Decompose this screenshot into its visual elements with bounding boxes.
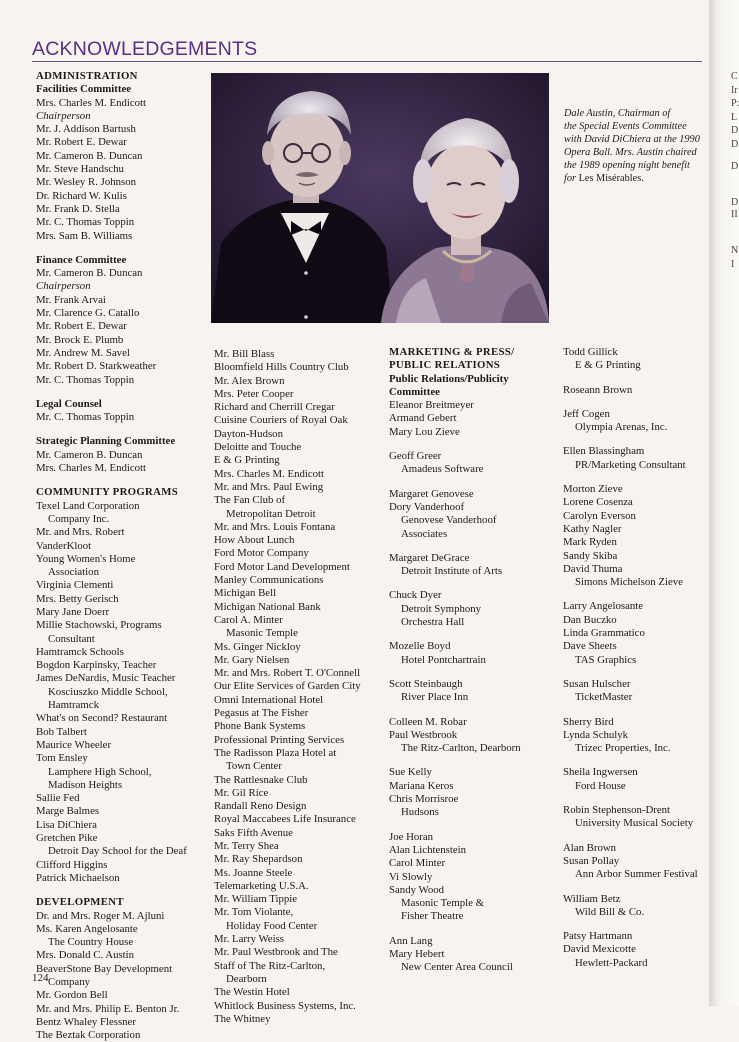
list-item: Hewlett-Packard	[575, 956, 648, 969]
spacer	[389, 629, 521, 640]
list-item: Wild Bill & Co.	[575, 905, 645, 918]
list-item: The Whitney	[214, 1012, 271, 1025]
caption-line: the Special Events Committee	[564, 121, 687, 132]
list-item: Mr. Wesley R. Johnson	[36, 176, 137, 189]
list-item: Lisa DiChiera	[36, 818, 97, 831]
caption-line: Opera Ball. Mrs. Austin chaired	[564, 147, 697, 158]
list-item: Hamtramck Schools	[36, 645, 124, 658]
list-item: Mr. Terry Shea	[214, 839, 279, 852]
list-item: Margaret Genovese	[389, 487, 474, 500]
list-item: Mr. Clarence G. Catallo	[36, 307, 140, 320]
list-item: E & G Printing	[214, 454, 280, 467]
list-item: Mr. C. Thomas Toppin	[36, 216, 135, 229]
list-item: James DeNardis, Music Teacher	[36, 672, 176, 685]
list-item: Amadeus Software	[401, 463, 484, 476]
spacer	[563, 755, 698, 766]
list-item: Mr. Alex Brown	[214, 374, 285, 387]
list-item: Alan Lichtenstein	[389, 843, 467, 856]
list-item: E & G Printing	[575, 359, 641, 372]
list-item: The Beztak Corporation	[36, 1029, 141, 1042]
list-item: Mariana Keros	[389, 779, 454, 792]
list-item: Ellen Blassingham	[563, 445, 645, 458]
list-item: Whitlock Business Systems, Inc.	[214, 999, 356, 1012]
list-item: Orchestra Hall	[401, 616, 465, 629]
photo-caption	[564, 107, 704, 185]
list-item: Holiday Food Center	[226, 919, 318, 932]
spacer	[563, 705, 698, 716]
list-item: University Musical Society	[575, 817, 694, 830]
list-item: Mary Hebert	[389, 947, 445, 960]
list-item: Mrs. Charles M. Endicott	[36, 96, 147, 109]
list-item: Ann Arbor Summer Festival	[575, 868, 698, 881]
list-item: Lorene Cosenza	[563, 496, 633, 509]
spacer	[389, 667, 521, 678]
list-item: Ford Motor Company	[214, 547, 309, 560]
spacer	[563, 793, 698, 804]
list-item: Carol A. Minter	[214, 613, 283, 626]
list-item: Mr. Paul Westbrook and The	[214, 946, 338, 959]
list-item: Madison Heights	[48, 778, 123, 791]
list-item: Consultant	[48, 632, 95, 645]
caption-line: with David DiChiera at the 1990	[564, 134, 700, 145]
page-number: 124	[32, 972, 49, 984]
list-item: Mr. Frank D. Stella	[36, 202, 120, 215]
list-item: Vi Slowly	[389, 870, 433, 883]
section-heading: MARKETING & PRESS/	[389, 346, 515, 358]
list-item: Mrs. Sam B. Williams	[36, 229, 133, 242]
spacer	[563, 882, 698, 893]
edge-text-fragment: D	[731, 197, 739, 208]
list-item: Ford House	[575, 779, 626, 792]
list-item: Texel Land Corporation	[36, 499, 140, 512]
spacer	[563, 472, 698, 483]
list-item: William Betz	[563, 892, 621, 905]
caption-last-line	[564, 172, 704, 185]
list-item: Carol Minter	[389, 857, 446, 870]
committee-heading: Public Relations/Publicity	[389, 372, 509, 385]
list-item: Chuck Dyer	[389, 589, 442, 602]
list-item: Maurice Wheeler	[36, 738, 112, 751]
spacer	[36, 387, 187, 398]
list-item: Mr. and Mrs. Robert T. O'Connell	[214, 667, 361, 680]
list-item: Virginia Clementi	[36, 579, 114, 592]
list-item: How About Lunch	[214, 534, 295, 547]
list-item: Michigan Bell	[214, 587, 277, 600]
list-item: Mr. Robert D. Starkweather	[36, 360, 157, 373]
list-item: Clifford Higgins	[36, 858, 108, 871]
list-item: Patrick Michaelson	[36, 871, 120, 884]
list-item: Fisher Theatre	[401, 910, 464, 923]
spacer	[36, 475, 187, 486]
list-item: Lynda Schulyk	[563, 728, 629, 741]
spacer	[563, 919, 698, 930]
list-item: Armand Gebert	[389, 412, 457, 425]
list-item: David Mexicotte	[563, 943, 636, 956]
list-item: Olympia Arenas, Inc.	[575, 421, 668, 434]
committee-heading: Legal Counsel	[36, 397, 102, 410]
list-item: What's on Second? Restaurant	[36, 712, 168, 725]
list-item: New Center Area Council	[401, 961, 513, 974]
list-item: Mrs. Charles M. Endicott	[214, 467, 325, 480]
list-item: Dory Vanderhoof	[389, 500, 465, 513]
list-item: The Rattlesnake Club	[214, 773, 308, 786]
list-item: Mr. C. Thomas Toppin	[36, 411, 135, 424]
edge-text-fragment: P:	[731, 98, 739, 109]
list-item: Trizec Properties, Inc.	[575, 742, 671, 755]
list-item: Mr. Cameron B. Duncan	[36, 267, 143, 280]
photo-illustration	[211, 73, 549, 323]
list-item: Alan Brown	[563, 841, 617, 854]
list-item: Young Women's Home	[36, 552, 136, 565]
spacer	[389, 755, 521, 766]
event-photograph	[211, 73, 549, 323]
list-item: Roseann Brown	[563, 383, 633, 396]
list-item: TicketMaster	[575, 691, 633, 704]
spacer	[563, 434, 698, 445]
list-item: TAS Graphics	[575, 653, 637, 666]
list-item: Mary Jane Doerr	[36, 605, 110, 618]
list-item: Staff of The Ritz-Carlton,	[214, 959, 326, 972]
list-item: Mr. C. Thomas Toppin	[36, 373, 135, 386]
list-item: The Ritz-Carlton, Dearborn	[401, 742, 521, 755]
list-item: Bob Talbert	[36, 725, 87, 738]
spacer	[36, 885, 187, 896]
section-heading: COMMUNITY PROGRAMS	[36, 486, 179, 499]
list-item: Metropolitan Detroit	[226, 507, 316, 520]
list-item: Dave Sheets	[563, 640, 617, 653]
list-item: Colleen M. Robar	[389, 715, 467, 728]
edge-text-fragment: I	[731, 259, 735, 270]
list-item: Susan Hulscher	[563, 677, 631, 690]
list-item: Richard and Cherrill Cregar	[214, 401, 335, 414]
committee-heading: Facilities Committee	[36, 83, 132, 96]
list-item: Susan Pollay	[563, 854, 620, 867]
list-item: Cuisine Couriers of Royal Oak	[214, 414, 348, 427]
list-item: Telemarketing U.S.A.	[214, 879, 309, 892]
list-item: Genovese Vanderhoof	[401, 514, 497, 527]
list-item: Sallie Fed	[36, 792, 80, 805]
list-item: Mozelle Boyd	[389, 640, 451, 653]
list-item: Detroit Institute of Arts	[401, 565, 503, 578]
list-item: Dr. and Mrs. Roger M. Ajluni	[36, 909, 165, 922]
list-item: River Place Inn	[401, 691, 469, 704]
list-item: Lamphere High School,	[48, 765, 152, 778]
list-item: Mary Lou Zieve	[389, 425, 460, 438]
list-item: Mr. Andrew M. Savel	[36, 346, 130, 359]
list-item: Mr. Frank Arvai	[36, 293, 106, 306]
list-item: Pegasus at The Fisher	[214, 707, 309, 720]
list-item: Chris Morrisroe	[389, 793, 459, 806]
list-item: PR/Marketing Consultant	[575, 458, 686, 471]
list-item: Kosciuszko Middle School,	[48, 685, 168, 698]
list-item: Randall Reno Design	[214, 800, 307, 813]
list-item: Scott Steinbaugh	[389, 677, 463, 690]
list-item: Hamtramck	[48, 699, 99, 712]
list-item: Mr. Gary Nielsen	[214, 653, 290, 666]
list-item: Deloitte and Touche	[214, 441, 302, 454]
list-item: Detroit Symphony	[401, 602, 482, 615]
left-column	[36, 70, 187, 1042]
spacer	[563, 373, 698, 384]
list-item: Paul Westbrook	[389, 728, 458, 741]
list-item: Mr. Cameron B. Duncan	[36, 149, 143, 162]
spacer	[389, 578, 521, 589]
list-item: Mr. J. Addison Bartush	[36, 123, 136, 136]
list-item: Ford Motor Land Development	[214, 560, 350, 573]
list-item: The Fan Club of	[214, 494, 286, 507]
list-item: Professional Printing Services	[214, 733, 345, 746]
list-item: The Radisson Plaza Hotel at	[214, 746, 337, 759]
list-item: Todd Gillick	[563, 346, 618, 358]
list-item: Mr. Larry Weiss	[214, 933, 285, 946]
list-item: Company Inc.	[48, 512, 110, 525]
list-item: Joe Horan	[389, 830, 434, 843]
middle-column	[214, 348, 361, 1026]
list-item: Sue Kelly	[389, 766, 432, 779]
marketing-column	[389, 346, 521, 975]
list-item: Masonic Temple	[226, 627, 298, 640]
list-item: Sandy Wood	[389, 883, 445, 896]
list-item: Bentz Whaley Flessner	[36, 1015, 136, 1028]
list-item: Bloomfield Hills Country Club	[214, 361, 349, 374]
list-item: Chairperson	[36, 109, 91, 122]
list-item: The Country House	[48, 936, 134, 949]
list-item: Mr. Tom Violante,	[214, 906, 294, 919]
edge-text-fragment: L	[731, 112, 738, 123]
spacer	[563, 589, 698, 600]
list-item: Manley Communications	[214, 574, 324, 587]
list-item: Company	[48, 976, 90, 988]
facing-page-edge	[709, 0, 739, 1006]
spacer	[563, 831, 698, 842]
committee-heading: Strategic Planning Committee	[36, 435, 176, 448]
edge-text-fragment: Ir	[731, 85, 738, 96]
list-item: Patsy Hartmann	[563, 930, 633, 943]
list-item: Associates	[401, 527, 448, 540]
edge-text-fragment: N	[731, 245, 739, 256]
list-item: Mr. Brock E. Plumb	[36, 333, 124, 346]
list-item: Millie Stachowski, Programs	[36, 619, 162, 632]
list-item: Geoff Greer	[389, 450, 442, 463]
section-heading: ADMINISTRATION	[36, 70, 138, 82]
list-item: Our Elite Services of Garden City	[214, 680, 361, 693]
list-item: Dan Buczko	[563, 613, 617, 626]
list-item: Detroit Day School for the Deaf	[48, 845, 187, 858]
caption-last-prefix: for	[564, 173, 579, 184]
list-item: Mr. Robert E. Dewar	[36, 320, 127, 333]
list-item: Saks Fifth Avenue	[214, 826, 293, 839]
list-item: Dr. Richard W. Kulis	[36, 189, 127, 202]
list-item: Chairperson	[36, 280, 91, 293]
list-item: Marge Balmes	[36, 805, 100, 818]
spacer	[389, 924, 521, 935]
section-heading: DEVELOPMENT	[36, 896, 124, 909]
list-item: Sandy Skiba	[563, 549, 618, 562]
section-heading: PUBLIC RELATIONS	[389, 359, 501, 372]
list-item: Jeff Cogen	[563, 407, 610, 420]
list-item: Masonic Temple &	[401, 897, 485, 910]
list-item: Eleanor Breitmeyer	[389, 399, 474, 412]
list-item: Robin Stephenson-Drent	[563, 804, 671, 817]
page-title: ACKNOWLEDGEMENTS	[32, 38, 258, 60]
vendors-column	[563, 346, 698, 970]
list-item: Larry Angelosante	[563, 600, 644, 613]
list-item: Ms. Karen Angelosante	[36, 922, 138, 935]
caption-line: the 1989 opening night benefit	[564, 160, 690, 171]
list-item: Mr. William Tippie	[214, 893, 298, 906]
list-item: Mrs. Charles M. Endicott	[36, 462, 147, 475]
list-item: Ms. Joanne Steele	[214, 866, 293, 879]
list-item: Tom Ensley	[36, 752, 88, 765]
list-item: Kathy Nagler	[563, 522, 622, 535]
list-item: Mr. and Mrs. Paul Ewing	[214, 480, 324, 493]
list-item: Mr. and Mrs. Louis Fontana	[214, 520, 336, 533]
list-item: Dayton-Hudson	[214, 427, 283, 440]
spacer	[389, 705, 521, 716]
list-item: Hudsons	[401, 806, 439, 819]
spacer	[36, 243, 187, 254]
list-item: Mr. Gil Rice	[214, 786, 269, 799]
title-rule	[32, 61, 702, 62]
list-item: Hotel Pontchartrain	[401, 653, 486, 666]
list-item: David Thuma	[563, 562, 623, 575]
list-item: Dearborn	[226, 972, 267, 985]
edge-text-fragment: C	[731, 71, 738, 82]
caption-show-title: Les Misérables.	[578, 173, 644, 184]
list-item: Ms. Ginger Nickloy	[214, 640, 301, 653]
list-item: Mr. and Mrs. Robert	[36, 526, 125, 539]
caption-line: Dale Austin, Chairman of	[564, 108, 671, 119]
list-item: Mr. Ray Shepardson	[214, 853, 303, 866]
list-item: Town Center	[226, 760, 282, 773]
committee-heading: Finance Committee	[36, 253, 127, 266]
list-item: Linda Grammatico	[563, 627, 645, 640]
list-item: Ann Lang	[389, 934, 433, 947]
list-item: VanderKloot	[36, 539, 92, 552]
list-item: Mr. and Mrs. Philip E. Benton Jr.	[36, 1002, 180, 1015]
list-item: Phone Bank Systems	[214, 720, 306, 733]
list-item: Bogdon Karpinsky, Teacher	[36, 659, 157, 672]
spacer	[563, 397, 698, 408]
edge-text-fragment: II	[731, 209, 738, 220]
committee-heading: Committee	[389, 385, 440, 398]
list-item: The Westin Hotel	[214, 986, 290, 999]
edge-text-fragment: D	[731, 139, 739, 150]
list-item: Margaret DeGrace	[389, 551, 470, 564]
list-item: Royal Maccabees Life Insurance	[214, 813, 356, 826]
spacer	[389, 439, 521, 450]
list-item: Sheila Ingwersen	[563, 766, 638, 779]
list-item: Mrs. Peter Cooper	[214, 387, 294, 400]
list-item: Mr. Robert E. Dewar	[36, 136, 127, 149]
list-item: Michigan National Bank	[214, 600, 321, 613]
list-item: Carolyn Everson	[563, 509, 636, 522]
list-item: Mark Ryden	[563, 536, 617, 549]
list-item: Mr. Bill Blass	[214, 348, 275, 360]
list-item: Mrs. Betty Gerisch	[36, 592, 119, 605]
list-item: Simons Michelson Zieve	[575, 576, 683, 589]
list-item: Sherry Bird	[563, 715, 614, 728]
list-item: Gretchen Pike	[36, 832, 98, 845]
list-item: Mr. Gordon Bell	[36, 989, 108, 1002]
spacer	[389, 541, 521, 552]
spacer	[563, 667, 698, 678]
list-item: Association	[48, 566, 99, 579]
list-item: BeaverStone Bay Development	[36, 962, 173, 975]
list-item: Mr. Steve Handschu	[36, 163, 124, 176]
spacer	[36, 424, 187, 435]
spacer	[389, 820, 521, 831]
list-item: Mr. Cameron B. Duncan	[36, 448, 143, 461]
edge-text-fragment: D	[731, 125, 739, 136]
list-item: Mrs. Donald C. Austin	[36, 949, 135, 962]
list-item: Omni International Hotel	[214, 693, 324, 706]
list-item: Morton Zieve	[563, 483, 623, 496]
edge-text-fragment: D	[731, 161, 739, 172]
spacer	[389, 477, 521, 488]
